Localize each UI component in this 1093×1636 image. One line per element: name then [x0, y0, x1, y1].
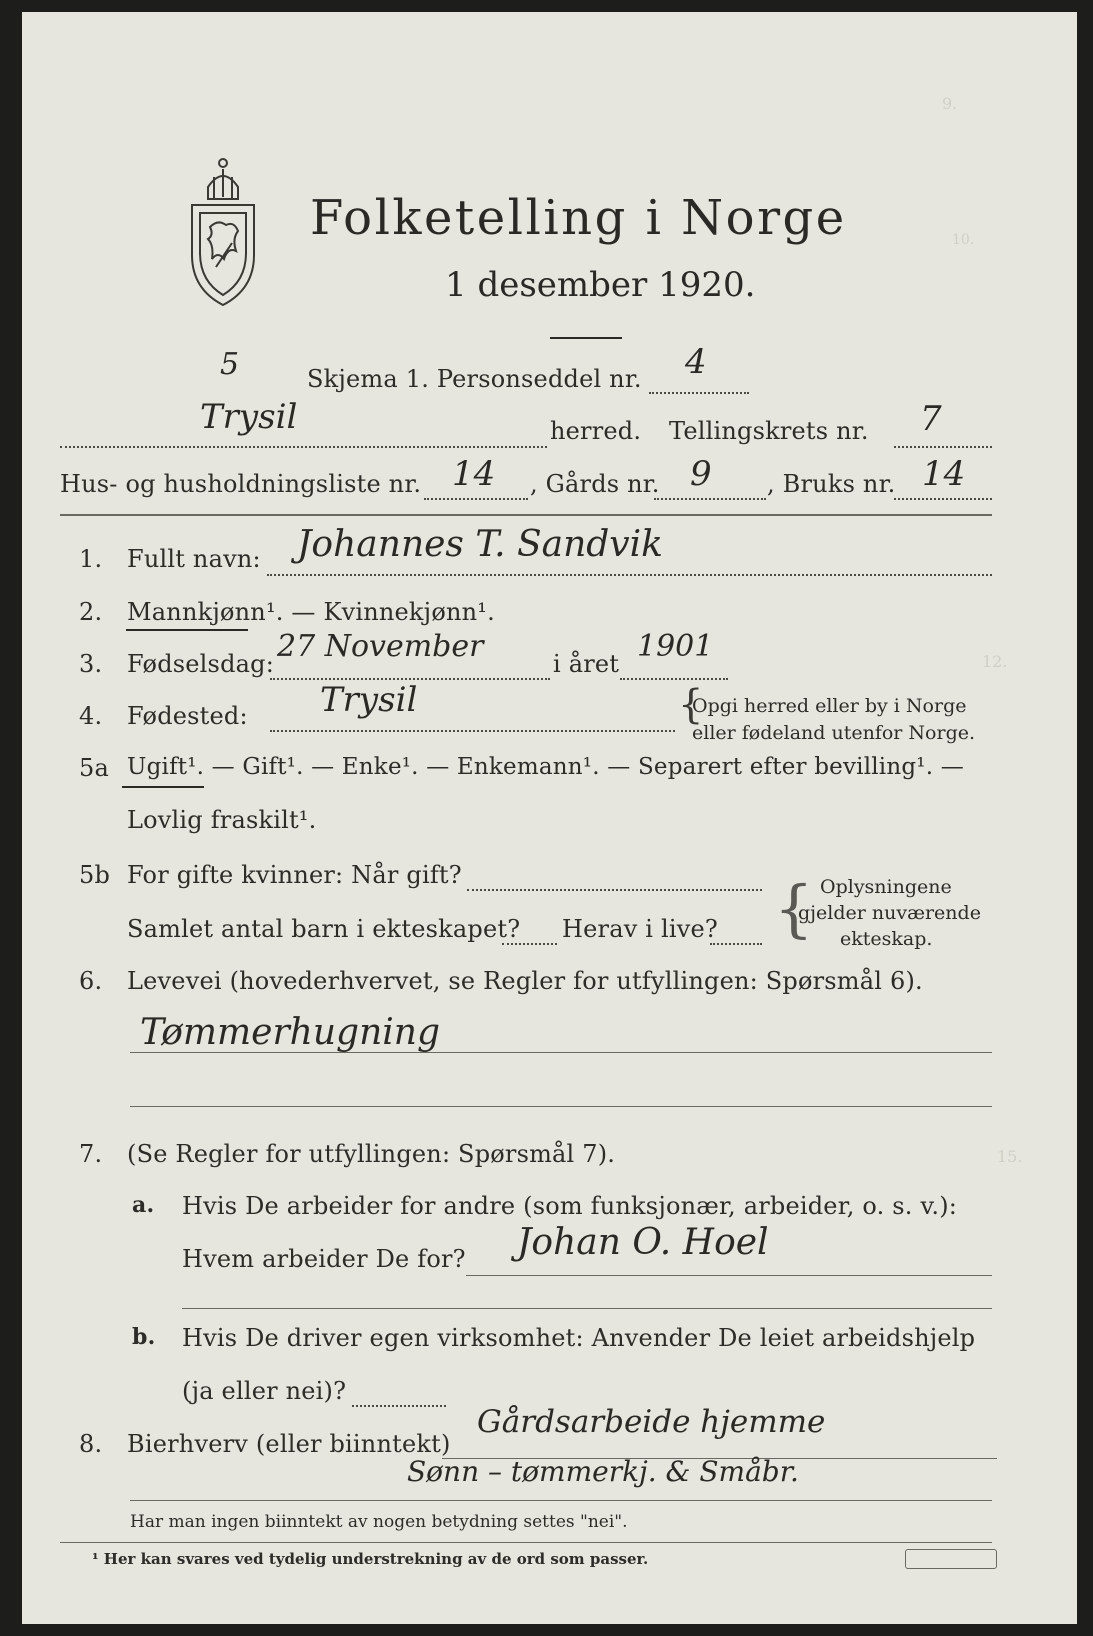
q7-a-extra-line [182, 1308, 992, 1309]
q1-full-name-value[interactable]: Johannes T. Sandvik [297, 524, 663, 565]
herred-label: herred. [550, 417, 642, 445]
q3-label: Fødselsdag: [127, 650, 274, 678]
bleed-through-text: 15. [997, 1147, 1023, 1166]
q5b-alive-label: Herav i live? [562, 915, 718, 943]
q5b-note-brace: { [774, 872, 814, 945]
q6-line2 [130, 1106, 992, 1107]
q5b-children-label: Samlet antal barn i ekteskapet? [127, 915, 521, 943]
q5a-line2: Lovlig fraskilt¹. [127, 806, 317, 834]
q6-label: Levevei (hovederhvervet, se Regler for utfyllingen: Spørsmål 6). [127, 967, 923, 995]
q8-line2 [130, 1500, 992, 1501]
q3-year-label: i året [553, 650, 620, 678]
q3-year-value[interactable]: 1901 [637, 629, 714, 664]
q5b-note-line2: gjelder nuværende [798, 902, 981, 924]
q4-note-line1: Opgi herred eller by i Norge [692, 695, 967, 717]
q6-number: 6. [79, 967, 103, 995]
q7-b-line[interactable] [352, 1405, 446, 1407]
bruks-value[interactable]: 14 [922, 454, 966, 494]
gards-label: , Gårds nr. [530, 470, 660, 498]
form-subtitle: 1 desember 1920. [445, 265, 756, 305]
q4-number: 4. [79, 702, 103, 730]
q7-a-line1: Hvis De arbeider for andre (som funksjonær, arbeider, o. s. v.): [182, 1192, 958, 1220]
q7-employer-value[interactable]: Johan O. Hoel [517, 1222, 769, 1263]
bleed-through-text: 9. [942, 94, 958, 113]
bruks-line [894, 498, 992, 500]
q4-note-brace: { [678, 682, 704, 728]
q5b-note-line1: Oplysningene [820, 876, 952, 898]
footnote: ¹ Her kan svares ved tydelig understrekning av de ord som passer. [92, 1550, 649, 1568]
personseddel-line [649, 392, 749, 394]
q2-sex-options: Mannkjønn¹. — Kvinnekjønn¹. [127, 598, 495, 626]
herred-line [60, 446, 547, 448]
q8-side-income-value-line1[interactable]: Gårdsarbeide hjemme [477, 1404, 826, 1440]
q6-occupation-value[interactable]: Tømmerhugning [140, 1012, 441, 1053]
q5b-note-line3: ekteskap. [840, 928, 933, 950]
handwritten-mark: 5 [220, 347, 240, 382]
q7-a-line2: Hvem arbeider De for? [182, 1245, 466, 1273]
q4-birthplace-value[interactable]: Trysil [320, 680, 418, 720]
q7-a-letter: a. [132, 1192, 155, 1218]
header-divider [60, 514, 992, 516]
q7-number: 7. [79, 1140, 103, 1168]
q7-a-line [466, 1275, 992, 1276]
q3-birthdate-value[interactable]: 27 November [277, 629, 484, 664]
tellingskrets-line [894, 446, 992, 448]
bruks-label: , Bruks nr. [767, 470, 896, 498]
q3-year-line [620, 678, 728, 680]
census-form-page [22, 12, 1077, 1624]
q4-note-line2: eller fødeland utenfor Norge. [692, 722, 976, 744]
q1-line [267, 574, 992, 576]
q8-label: Bierhverv (eller biinntekt) [127, 1430, 451, 1458]
q1-label: Fullt navn: [127, 545, 261, 573]
q5a-civil-status-options: Ugift¹. — Gift¹. — Enke¹. — Enkemann¹. — Separert efter bevilling¹. — [127, 754, 964, 780]
q5b-number: 5b [79, 861, 111, 889]
tellingskrets-value[interactable]: 7 [920, 399, 942, 439]
q6-line1 [130, 1052, 992, 1053]
personseddel-nr-value[interactable]: 4 [685, 342, 707, 382]
q7-b-line1: Hvis De driver egen virksomhet: Anvender De leiet arbeidshjelp [182, 1324, 976, 1352]
bleed-through-text: 10. [952, 232, 975, 248]
form-title: Folketelling i Norge [310, 190, 847, 246]
footnote-divider [60, 1542, 992, 1543]
gards-line [654, 498, 766, 500]
norwegian-coat-of-arms-icon [180, 147, 266, 311]
husliste-line [424, 498, 528, 500]
q3-number: 3. [79, 650, 103, 678]
q5b-children-line[interactable] [502, 943, 557, 945]
q8-number: 8. [79, 1430, 103, 1458]
q5a-number: 5a [79, 754, 109, 782]
husliste-value[interactable]: 14 [452, 454, 496, 494]
printer-stamp [905, 1549, 997, 1569]
q4-label: Fødested: [127, 702, 248, 730]
tellingskrets-label: Tellingskrets nr. [669, 417, 869, 445]
q4-line [270, 730, 675, 732]
q7-b-line2: (ja eller nei)? [182, 1377, 347, 1405]
q2-selected-underline [126, 629, 248, 631]
herred-value[interactable]: Trysil [200, 397, 298, 437]
title-divider [550, 337, 622, 339]
q5b-married-line[interactable] [467, 889, 762, 891]
q8-side-income-value-line2[interactable]: Sønn – tømmerkj. & Småbr. [407, 1455, 799, 1488]
bleed-through-text: 12. [982, 652, 1008, 671]
q7-label: (Se Regler for utfyllingen: Spørsmål 7). [127, 1140, 616, 1168]
q2-number: 2. [79, 598, 103, 626]
q5b-alive-line[interactable] [710, 943, 762, 945]
q7-b-letter: b. [132, 1324, 156, 1350]
q5b-line1: For gifte kvinner: Når gift? [127, 861, 462, 889]
q1-number: 1. [79, 545, 103, 573]
skjema-label: Skjema 1. Personseddel nr. [307, 365, 642, 393]
husliste-label: Hus- og husholdningsliste nr. [60, 470, 422, 498]
q5a-selected-underline [122, 786, 204, 788]
gards-value[interactable]: 9 [690, 454, 712, 494]
biinntekt-note: Har man ingen biinntekt av nogen betydning settes "nei". [130, 1512, 628, 1532]
